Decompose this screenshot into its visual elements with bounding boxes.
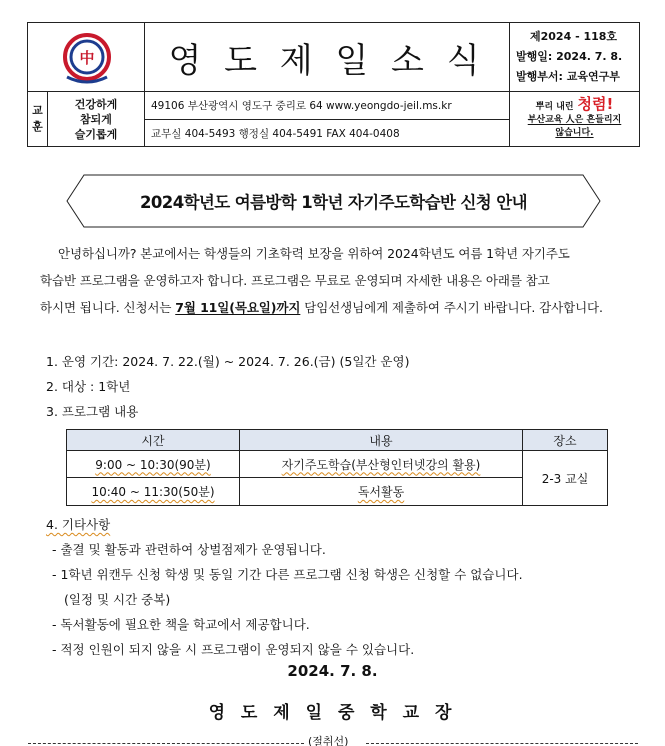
- newsletter-title-cell: [144, 22, 510, 92]
- notice-title: 2024학년도 여름방학 1학년 자기주도학습반 신청 안내: [140, 193, 527, 212]
- table-header-time: 시간: [66, 429, 240, 451]
- school-logo-icon: [28, 23, 146, 91]
- motto-label-bottom: 훈: [32, 120, 43, 133]
- address-cell: [144, 91, 510, 120]
- publisher-dept: 발행부서: 교육연구부: [516, 70, 620, 83]
- item-program: 3. 프로그램 내용: [46, 404, 139, 419]
- intro-line-2: 학습반 프로그램을 운영하고자 합니다. 프로그램은 무료로 운영되며 자세한 내용은 아래를 참고: [40, 273, 550, 288]
- school-phones: 교무실 404-5493 행정실 404-5491 FAX 404-0408: [151, 127, 400, 140]
- note-2-sub: (일정 및 시간 중복): [64, 592, 171, 607]
- note-3: - 독서활동에 필요한 책을 학교에서 제공합니다.: [52, 617, 310, 632]
- intro-paragraph: [40, 240, 640, 321]
- issue-date: 발행일: 2024. 7. 8.: [516, 50, 623, 63]
- table-header-place: 장소: [522, 429, 608, 451]
- slogan-highlight: 청렴!: [577, 95, 614, 113]
- item-period: 1. 운영 기간: 2024. 7. 22.(월) ~ 2024. 7. 26.(금) (5일간 운영): [46, 354, 410, 369]
- motto-label-cell: [27, 91, 48, 147]
- school-address: 49106 부산광역시 영도구 중리로 64 www.yeongdo-jeil.ms.kr: [151, 100, 452, 112]
- intro-line-1: 안녕하십니까? 본교에서는 학생들의 기초학력 보장을 위하여 2024학년도 여름 1학년 자기주도: [58, 246, 570, 261]
- cut-line-left: [28, 743, 304, 744]
- issue-info-cell: [509, 22, 640, 92]
- notice-title-wrap: [80, 174, 587, 228]
- row-2-content-text: 독서활동: [357, 485, 405, 499]
- slogan-prefix: 뿌리 내린: [535, 102, 574, 112]
- page-title: 영 도 제 일 소 식: [168, 40, 486, 81]
- intro-line-3-pre: 하시면 됩니다. 신청서는: [40, 300, 176, 315]
- intro-line-3: [40, 294, 640, 321]
- motto-label-top: 교: [32, 104, 43, 117]
- note-4: - 적정 인원이 되지 않을 시 프로그램이 운영되지 않을 수 있습니다.: [52, 642, 415, 657]
- principal-signature: 영 도 제 일 중 학 교 장: [208, 703, 457, 723]
- note-2: - 1학년 위캔두 신청 학생 및 동일 기간 다른 프로그램 신청 학생은 신청할 수 없습니다.: [52, 567, 523, 582]
- intro-line-3-post: 담임선생님에게 제출하여 주시기 바랍니다. 감사합니다.: [300, 300, 603, 315]
- row-2-time-text: 10:40 ~ 11:30(50분): [91, 485, 215, 499]
- header-logo-cell: [27, 22, 145, 92]
- item-target: 2. 대상 : 1학년: [46, 379, 131, 394]
- item-other-text: 4. 기타사항: [46, 517, 111, 532]
- cut-line-label: (절취선): [308, 735, 349, 746]
- motto-line-1: 건강하게: [74, 97, 118, 111]
- row-1-time-text: 9:00 ~ 10:30(90분): [95, 457, 211, 472]
- slogan-line-3: 않습니다.: [555, 128, 594, 138]
- motto-line-2: 참되게: [80, 112, 112, 126]
- motto-line-3: 슬기롭게: [74, 127, 118, 141]
- motto-cell: [47, 91, 145, 147]
- table-row-2-content: [239, 477, 523, 506]
- note-1: - 출결 및 활동과 관련하여 상벌점제가 운영됩니다.: [52, 542, 326, 557]
- slogan-line-2: 부산교육 人은 흔들리지: [527, 115, 622, 125]
- row-1-content-text: 자기주도학습(부산형인터넷강의 활용): [281, 457, 481, 472]
- cut-line-right: [366, 743, 638, 744]
- table-row-2-time: [66, 477, 240, 506]
- table-row-1-content: [239, 450, 523, 478]
- program-table: [66, 429, 608, 506]
- table-row-1-time: [66, 450, 240, 478]
- logo-char: 中: [79, 49, 95, 67]
- issue-footer-date: 2024. 7. 8.: [287, 662, 378, 680]
- table-place-cell: 2-3 교실: [522, 450, 608, 506]
- item-other: [46, 515, 110, 533]
- slogan-cell: [509, 91, 640, 147]
- issue-number: 제2024 - 118호: [530, 30, 618, 43]
- application-deadline: 7월 11일(목요일)까지: [175, 300, 301, 315]
- table-header-content: 내용: [239, 429, 523, 451]
- phone-cell: [144, 119, 510, 147]
